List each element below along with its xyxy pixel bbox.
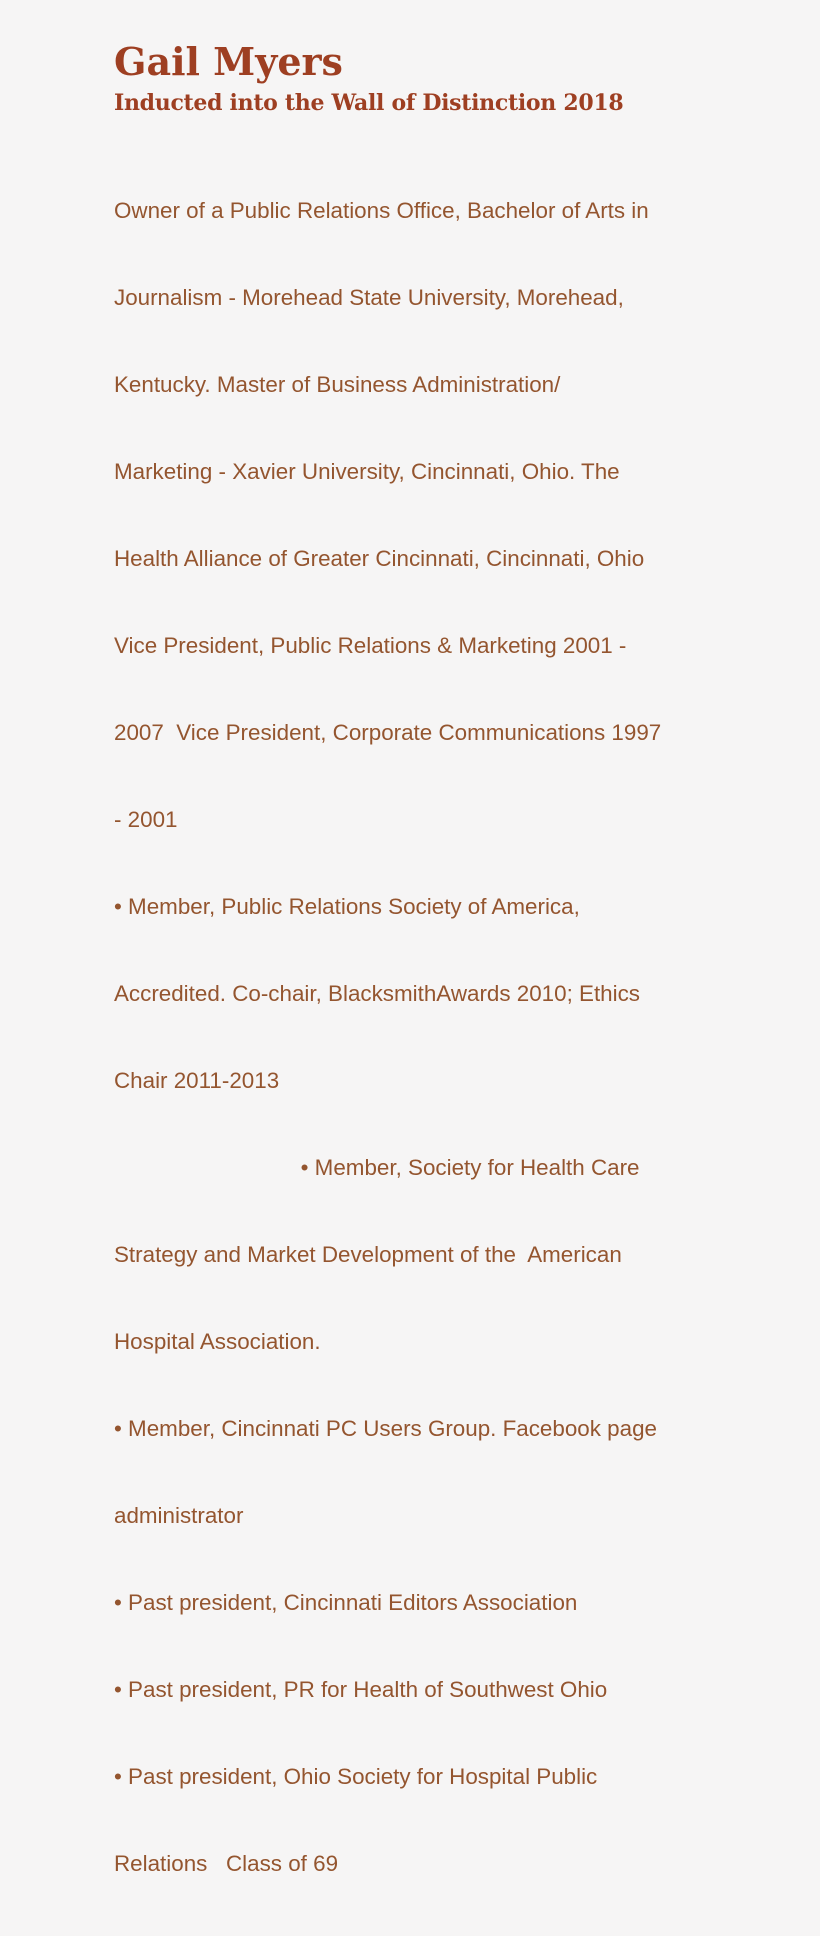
bio-line: Relations Class of 69 — [114, 1851, 339, 1876]
induction-subtitle: Inducted into the Wall of Distinction 2018 — [114, 90, 624, 116]
past-president-item: • Past president, Ohio Society for Hospital Public — [114, 1764, 598, 1789]
bio-line: Hospital Association. — [114, 1329, 321, 1354]
past-president-item: • Past president, PR for Health of Southwest Ohio — [114, 1677, 608, 1702]
bio-line: Accredited. Co-chair, BlacksmithAwards 2010; Ethics — [114, 981, 640, 1006]
membership-item: • Member, Society for Health Care — [114, 1155, 640, 1180]
bio-line: - 2001 — [114, 807, 178, 832]
bio-line: Kentucky. Master of Business Administration/ — [114, 372, 561, 397]
bio-line: Chair 2011-2013 — [114, 1068, 280, 1093]
past-president-item: • Past president, Cincinnati Editors Association — [114, 1590, 578, 1615]
bio-line: Marketing - Xavier University, Cincinnati, Ohio. The — [114, 459, 620, 484]
membership-item: • Member, Cincinnati PC Users Group. Facebook page — [114, 1416, 657, 1441]
bio-line: 2007 Vice President, Corporate Communications 1997 — [114, 720, 662, 745]
person-name: Gail Myers — [114, 39, 343, 84]
bio-line: Vice President, Public Relations & Marketing 2001 - — [114, 633, 627, 658]
biography — [114, 138, 714, 1936]
bio-line: Health Alliance of Greater Cincinnati, Cincinnati, Ohio — [114, 546, 645, 571]
bio-line: Journalism - Morehead State University, Morehead, — [114, 285, 624, 310]
bio-line: Owner of a Public Relations Office, Bachelor of Arts in — [114, 198, 649, 223]
profile-card — [114, 36, 714, 1936]
bio-line: Strategy and Market Development of the American — [114, 1242, 622, 1267]
bio-line: administrator — [114, 1503, 244, 1528]
membership-item: • Member, Public Relations Society of America, — [114, 894, 580, 919]
